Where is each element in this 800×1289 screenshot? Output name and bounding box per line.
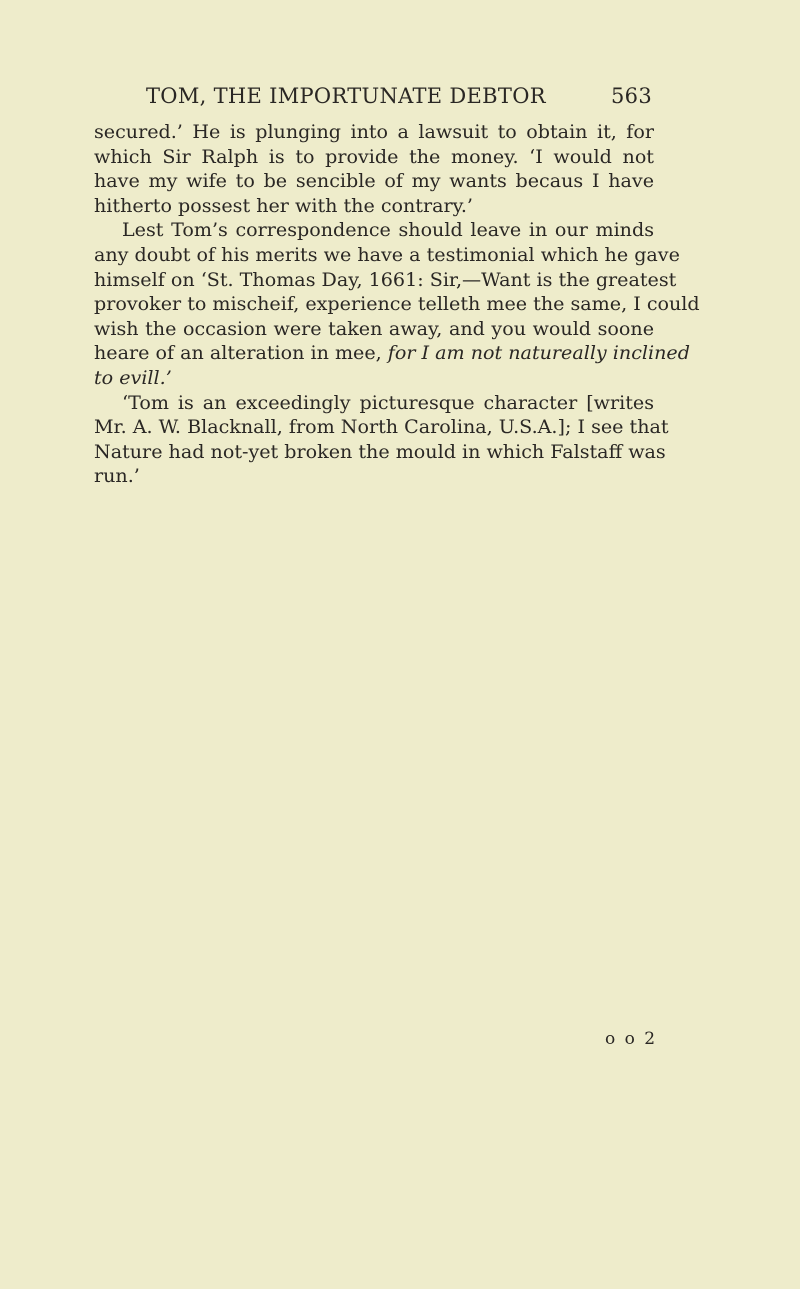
text-segment: heare of an alteration in mee, [94,341,388,365]
text-line: any doubt of his merits we have a testimonial which he gave [94,242,680,266]
body-text [94,120,700,489]
text-line: Lest Tom’s correspondence should leave in our minds [122,218,654,242]
running-head-title: TOM, THE IMPORTUNATE DEBTOR [146,84,546,108]
text-line-mixed [94,341,690,366]
page-number: 563 [611,84,652,108]
text-line: wish the occasion were taken away, and you would soone [94,316,654,340]
text-line: Nature had not-yet broken the mould in which Falstaff was [94,439,666,463]
italic-text-line: to evill.’ [94,365,172,389]
italic-text-segment: for I am not natureally inclined [387,341,690,365]
text-line: which Sir Ralph is to provide the money. ‘I would not [94,144,654,168]
text-line: run.’ [94,464,140,488]
running-head [146,84,652,114]
text-line: have my wife to be sencible of my wants becaus I have [94,169,654,193]
text-line: ‘Tom is an exceedingly picturesque character [writes [122,390,654,414]
signature-mark: o o 2 [605,1029,658,1049]
text-line: secured.’ He is plunging into a lawsuit to obtain it, for [94,120,654,143]
text-line: provoker to mischeif, experience telleth mee the same, I could [94,292,700,316]
text-line: hitherto possest her with the contrary.’ [94,193,474,217]
text-line: himself on ‘St. Thomas Day, 1661: Sir,—Want is the greatest [94,267,677,291]
text-line: Mr. A. W. Blacknall, from North Carolina, U.S.A.]; I see that [94,415,669,439]
